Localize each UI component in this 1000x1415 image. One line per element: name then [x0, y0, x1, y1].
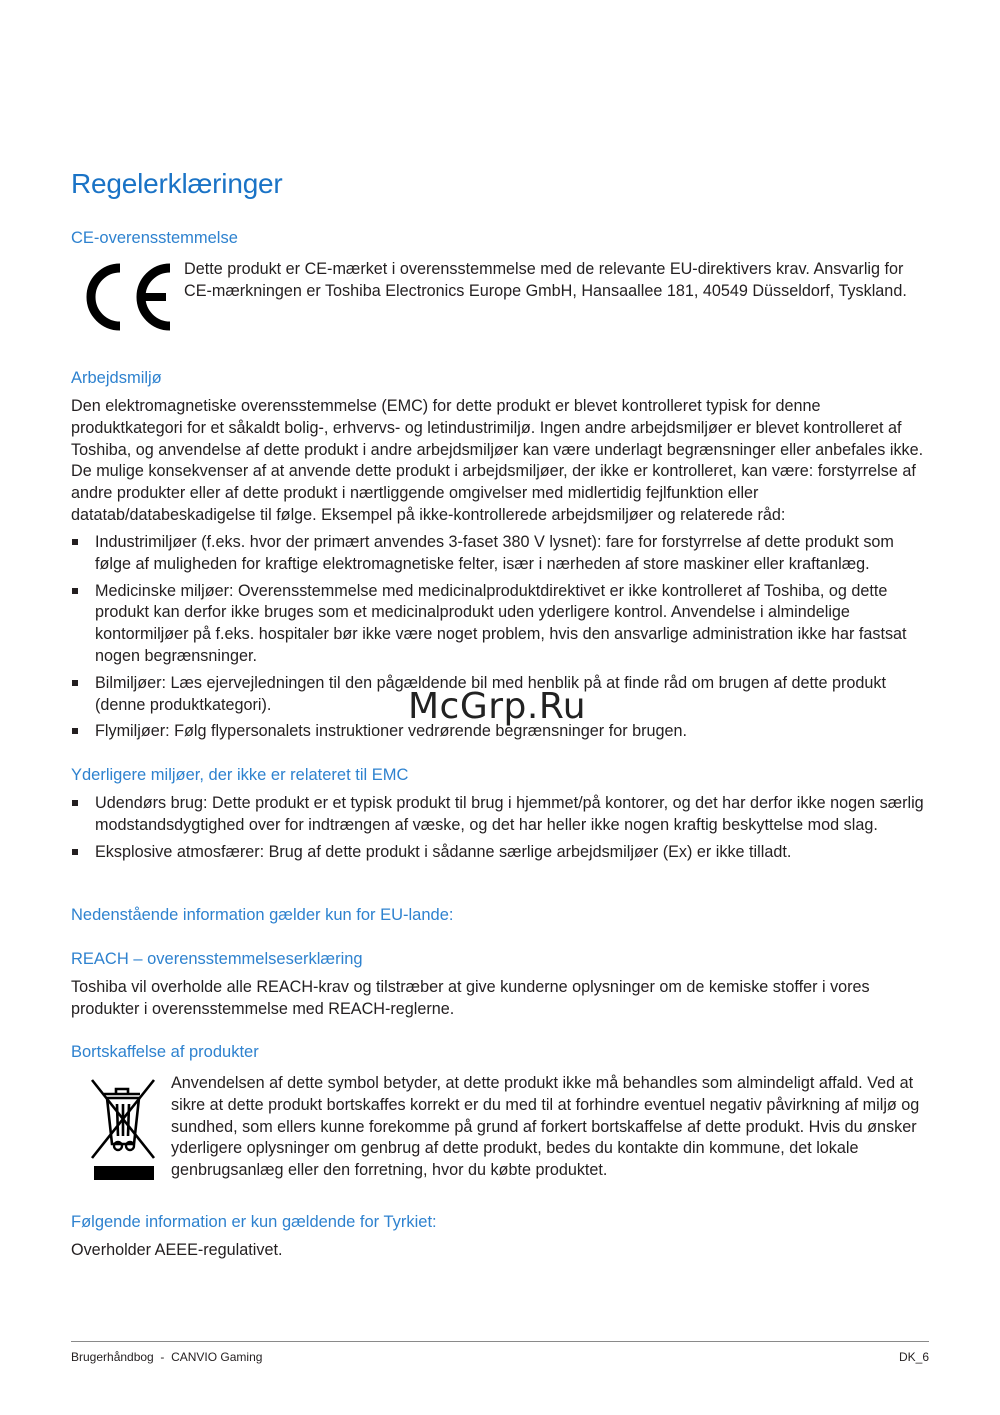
list-item: Bilmiljøer: Læs ejervejledningen til den pågældende bil med henblik på at finde råd om brugen af dette produkt (denne produktkategori). [71, 673, 931, 717]
list-item: Udendørs brug: Dette produkt er et typisk produkt til brug i hjemmet/på kontorer, og det har derfor ikke nogen særlig modstandsdygtighed over for indtrængen af væske, og det har heller ikke nogen kraftig beskyttelse mod slag. [71, 793, 931, 837]
reach-text: Toshiba vil overholde alle REACH-krav og tilstræber at give kunderne oplysninger om de kemiske stoffer i vores produkter i overensstemmelse med REACH-reglerne. [71, 978, 870, 1018]
reach-heading: REACH – overensstemmelseserklæring [71, 950, 363, 968]
list-item: Industrimiljøer (f.eks. hvor der primært anvendes 3-faset 380 V lysnet): fare for forstyrrelse af dette produkt som følge af muligheden for kraftige elektromagnetiske felter, især i nærheden af store maskiner eller kraftanlæg. [71, 532, 931, 576]
list-item: Eksplosive atmosfærer: Brug af dette produkt i sådanne særlige arbejdsmiljøer (Ex) er ikke tilladt. [71, 842, 931, 864]
turkey-heading: Følgende information er kun gældende for Tyrkiet: [71, 1213, 437, 1231]
disposal-text: Anvendelsen af dette symbol betyder, at dette produkt ikke må behandles som almindeligt affald. Ved at sikre at dette produkt bortskaffes korrekt er du med til at forhindre eventuel negativ påvirkning af miljø og sundhed, som ellers kunne forekomme på grund af forkert bortskaffelse af dette produkt. Hvis du ønsker yderligere oplysninger om genbrug af dette produkt, bedes du kontakte din kommune, det lokale genbrugsanlæg eller den forretning, hvor du købte produktet. [171, 1074, 920, 1180]
bullet-icon [72, 680, 78, 686]
ce-heading: CE-overensstemmelse [71, 229, 238, 247]
bullet-icon [72, 588, 78, 594]
bullet-icon [72, 539, 78, 545]
list-item: Flymiljøer: Følg flypersonalets instruktioner vedrørende begrænsninger for brugen. [71, 721, 931, 743]
watermark: McGrp.Ru [408, 686, 587, 727]
other-env-list [71, 793, 931, 868]
bullet-icon [72, 728, 78, 734]
ce-mark-logo [76, 262, 174, 332]
work-heading: Arbejdsmiljø [71, 369, 162, 387]
bullet-icon [72, 849, 78, 855]
footer-manual-title: Brugerhåndbog - CANVIO Gaming [71, 1350, 263, 1364]
ce-text: Dette produkt er CE-mærket i overensstemmelse med de relevante EU-direktivers krav. Ansvarlig for CE-mærkningen er Toshiba Electronics Europe GmbH, Hansaallee 181, 40549 Düsseldorf, Tyskland. [184, 260, 907, 300]
eu-note-heading: Nedenstående information gælder kun for EU-lande: [71, 906, 454, 924]
footer-page-number: DK_6 [898, 1350, 929, 1364]
page-title: Regelerklæringer [71, 168, 283, 199]
bullet-icon [72, 800, 78, 806]
footer-divider [71, 1341, 929, 1342]
other-env-heading: Yderligere miljøer, der ikke er relateret til EMC [71, 766, 409, 784]
disposal-heading: Bortskaffelse af produkter [71, 1043, 259, 1061]
work-intro: Den elektromagnetiske overensstemmelse (EMC) for dette produkt er blevet kontrolleret typisk for denne produktkategori for et såkaldt bolig-, erhvervs- og letindustrimiljø. Ingen andre arbejdsmiljøer er blevet kontrolleret af Toshiba, og anvendelse af dette produkt i andre arbejdsmiljøer kan være underlagt begrænsninger eller anbefales ikke. De mulige konsekvenser af at anvende dette produkt i arbejdsmiljøer, der ikke er kontrolleret, kan være: forstyrrelse af andre produkter eller af dette produkt i nærtliggende omgivelser med midlertidig fejlfunktion eller datatab/databeskadigelse til følge. Eksempel på ikke-kontrollerede arbejdsmiljøer og relaterede råd: [71, 397, 924, 524]
weee-crossed-bin-icon [88, 1074, 158, 1184]
list-item: Medicinske miljøer: Overensstemmelse med medicinalproduktdirektivet er ikke kontrolleret af Toshiba, og dette produkt kan derfor ikke bruges som et medicinalprodukt uden yderligere kontrol. Anvendelse i almindelige kontormiljøer på f.eks. hospitaler bør ikke være noget problem, hvis den ansvarlige administration ikke har fastsat nogen begrænsninger. [71, 581, 931, 668]
turkey-text: Overholder AEEE-regulativet. [71, 1241, 283, 1259]
